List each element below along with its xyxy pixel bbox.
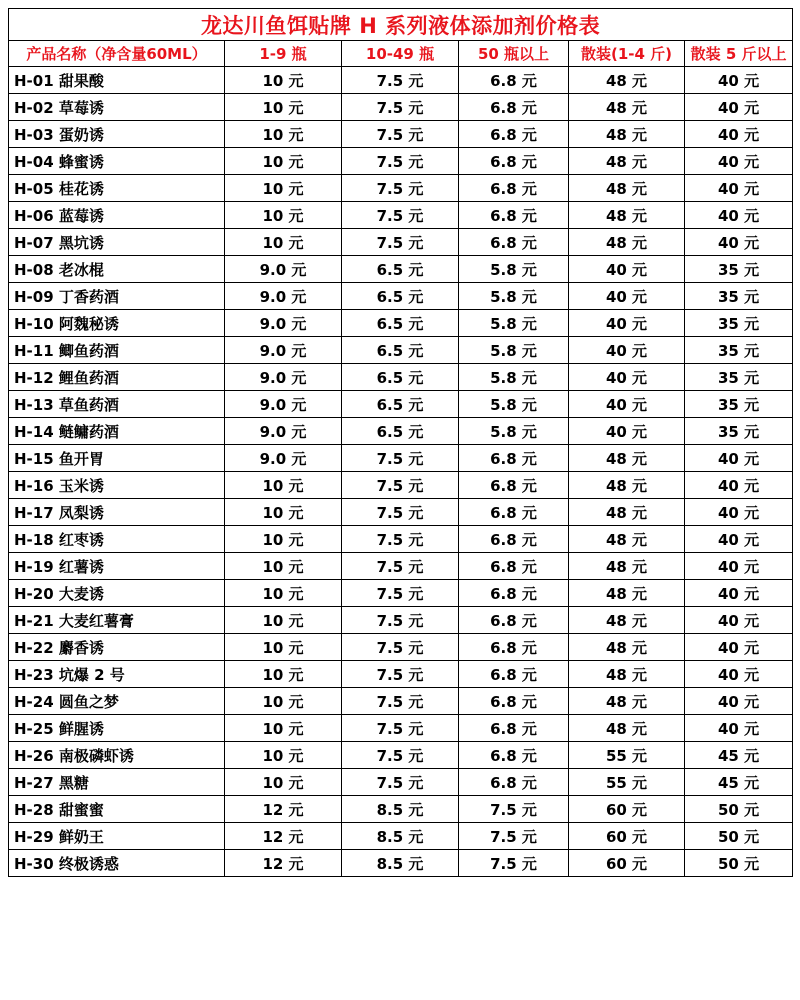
table-row [9, 607, 793, 634]
product-name-cell: H-08 老冰棍 [9, 256, 225, 283]
table-row [9, 229, 793, 256]
price-bulk-5-plus-jin-cell: 40 元 [685, 472, 793, 499]
price-10-49-bottles-cell: 7.5 元 [342, 634, 459, 661]
price-bulk-1-4-jin-cell: 40 元 [569, 256, 685, 283]
table-row [9, 823, 793, 850]
column-header-bulk-5-plus-jin: 散装 5 斤以上 [685, 41, 793, 67]
price-50-plus-bottles-cell: 6.8 元 [459, 202, 569, 229]
product-name-cell: H-14 鲢鳙药酒 [9, 418, 225, 445]
table-row [9, 580, 793, 607]
price-50-plus-bottles-cell: 6.8 元 [459, 472, 569, 499]
price-bulk-5-plus-jin-cell: 35 元 [685, 418, 793, 445]
price-1-9-bottles-cell: 10 元 [225, 742, 342, 769]
product-name-cell: H-19 红薯诱 [9, 553, 225, 580]
price-bulk-1-4-jin-cell: 40 元 [569, 391, 685, 418]
column-header-50-plus-bottles: 50 瓶以上 [459, 41, 569, 67]
price-bulk-5-plus-jin-cell: 40 元 [685, 688, 793, 715]
price-bulk-1-4-jin-cell: 48 元 [569, 148, 685, 175]
price-bulk-1-4-jin-cell: 48 元 [569, 553, 685, 580]
table-row [9, 796, 793, 823]
price-bulk-1-4-jin-cell: 48 元 [569, 121, 685, 148]
price-1-9-bottles-cell: 12 元 [225, 823, 342, 850]
price-bulk-1-4-jin-cell: 40 元 [569, 283, 685, 310]
product-name-cell: H-04 蜂蜜诱 [9, 148, 225, 175]
price-50-plus-bottles-cell: 5.8 元 [459, 310, 569, 337]
column-header-1-9-bottles: 1-9 瓶 [225, 41, 342, 67]
price-50-plus-bottles-cell: 5.8 元 [459, 418, 569, 445]
price-10-49-bottles-cell: 7.5 元 [342, 526, 459, 553]
price-bulk-5-plus-jin-cell: 40 元 [685, 445, 793, 472]
price-50-plus-bottles-cell: 6.8 元 [459, 607, 569, 634]
price-bulk-5-plus-jin-cell: 40 元 [685, 580, 793, 607]
price-bulk-1-4-jin-cell: 48 元 [569, 175, 685, 202]
price-1-9-bottles-cell: 10 元 [225, 580, 342, 607]
product-name-cell: H-01 甜果酸 [9, 67, 225, 94]
price-bulk-1-4-jin-cell: 55 元 [569, 742, 685, 769]
price-1-9-bottles-cell: 10 元 [225, 121, 342, 148]
price-bulk-1-4-jin-cell: 48 元 [569, 580, 685, 607]
product-name-cell: H-12 鲤鱼药酒 [9, 364, 225, 391]
price-10-49-bottles-cell: 7.5 元 [342, 580, 459, 607]
price-1-9-bottles-cell: 9.0 元 [225, 445, 342, 472]
table-row [9, 553, 793, 580]
product-name-cell: H-07 黑坑诱 [9, 229, 225, 256]
price-bulk-1-4-jin-cell: 40 元 [569, 364, 685, 391]
price-bulk-1-4-jin-cell: 60 元 [569, 796, 685, 823]
price-1-9-bottles-cell: 9.0 元 [225, 310, 342, 337]
price-50-plus-bottles-cell: 6.8 元 [459, 229, 569, 256]
price-bulk-5-plus-jin-cell: 40 元 [685, 175, 793, 202]
title-row [9, 9, 793, 41]
price-50-plus-bottles-cell: 6.8 元 [459, 580, 569, 607]
table-row [9, 715, 793, 742]
price-bulk-1-4-jin-cell: 48 元 [569, 202, 685, 229]
price-bulk-1-4-jin-cell: 55 元 [569, 769, 685, 796]
price-bulk-1-4-jin-cell: 48 元 [569, 526, 685, 553]
price-bulk-5-plus-jin-cell: 50 元 [685, 796, 793, 823]
table-row [9, 364, 793, 391]
price-50-plus-bottles-cell: 7.5 元 [459, 823, 569, 850]
column-header-product-name: 产品名称（净含量60ML） [9, 41, 225, 67]
price-10-49-bottles-cell: 6.5 元 [342, 256, 459, 283]
price-1-9-bottles-cell: 10 元 [225, 175, 342, 202]
price-50-plus-bottles-cell: 5.8 元 [459, 337, 569, 364]
price-50-plus-bottles-cell: 6.8 元 [459, 553, 569, 580]
price-bulk-5-plus-jin-cell: 35 元 [685, 256, 793, 283]
price-50-plus-bottles-cell: 5.8 元 [459, 256, 569, 283]
price-50-plus-bottles-cell: 6.8 元 [459, 445, 569, 472]
price-table-body [9, 67, 793, 877]
price-10-49-bottles-cell: 6.5 元 [342, 283, 459, 310]
price-1-9-bottles-cell: 9.0 元 [225, 391, 342, 418]
price-1-9-bottles-cell: 9.0 元 [225, 418, 342, 445]
price-10-49-bottles-cell: 8.5 元 [342, 823, 459, 850]
table-row [9, 202, 793, 229]
price-50-plus-bottles-cell: 6.8 元 [459, 121, 569, 148]
price-1-9-bottles-cell: 10 元 [225, 94, 342, 121]
price-bulk-1-4-jin-cell: 48 元 [569, 607, 685, 634]
price-1-9-bottles-cell: 10 元 [225, 148, 342, 175]
product-name-cell: H-13 草鱼药酒 [9, 391, 225, 418]
price-bulk-1-4-jin-cell: 48 元 [569, 472, 685, 499]
product-name-cell: H-20 大麦诱 [9, 580, 225, 607]
product-name-cell: H-11 鲫鱼药酒 [9, 337, 225, 364]
product-name-cell: H-16 玉米诱 [9, 472, 225, 499]
price-10-49-bottles-cell: 7.5 元 [342, 607, 459, 634]
price-bulk-5-plus-jin-cell: 45 元 [685, 742, 793, 769]
product-name-cell: H-26 南极磷虾诱 [9, 742, 225, 769]
price-bulk-5-plus-jin-cell: 40 元 [685, 526, 793, 553]
price-1-9-bottles-cell: 10 元 [225, 715, 342, 742]
table-row [9, 94, 793, 121]
price-bulk-1-4-jin-cell: 48 元 [569, 94, 685, 121]
price-table [8, 8, 793, 877]
column-header-10-49-bottles: 10-49 瓶 [342, 41, 459, 67]
price-bulk-1-4-jin-cell: 40 元 [569, 418, 685, 445]
price-10-49-bottles-cell: 7.5 元 [342, 499, 459, 526]
price-10-49-bottles-cell: 7.5 元 [342, 472, 459, 499]
price-1-9-bottles-cell: 10 元 [225, 67, 342, 94]
price-bulk-5-plus-jin-cell: 35 元 [685, 391, 793, 418]
price-bulk-5-plus-jin-cell: 35 元 [685, 337, 793, 364]
price-bulk-1-4-jin-cell: 48 元 [569, 499, 685, 526]
price-50-plus-bottles-cell: 7.5 元 [459, 850, 569, 877]
product-name-cell: H-30 终极诱惑 [9, 850, 225, 877]
price-50-plus-bottles-cell: 6.8 元 [459, 688, 569, 715]
price-10-49-bottles-cell: 7.5 元 [342, 202, 459, 229]
price-bulk-5-plus-jin-cell: 40 元 [685, 634, 793, 661]
price-bulk-5-plus-jin-cell: 40 元 [685, 715, 793, 742]
table-row [9, 634, 793, 661]
table-row [9, 337, 793, 364]
table-row [9, 148, 793, 175]
price-bulk-5-plus-jin-cell: 40 元 [685, 67, 793, 94]
product-name-cell: H-25 鲜腥诱 [9, 715, 225, 742]
table-row [9, 256, 793, 283]
price-bulk-5-plus-jin-cell: 40 元 [685, 148, 793, 175]
price-10-49-bottles-cell: 7.5 元 [342, 67, 459, 94]
price-50-plus-bottles-cell: 5.8 元 [459, 364, 569, 391]
price-50-plus-bottles-cell: 6.8 元 [459, 634, 569, 661]
price-bulk-1-4-jin-cell: 48 元 [569, 634, 685, 661]
table-row [9, 499, 793, 526]
price-bulk-1-4-jin-cell: 48 元 [569, 67, 685, 94]
price-bulk-1-4-jin-cell: 48 元 [569, 715, 685, 742]
product-name-cell: H-06 蓝莓诱 [9, 202, 225, 229]
column-header-bulk-1-4-jin: 散装(1-4 斤) [569, 41, 685, 67]
price-bulk-1-4-jin-cell: 40 元 [569, 310, 685, 337]
price-50-plus-bottles-cell: 6.8 元 [459, 148, 569, 175]
price-10-49-bottles-cell: 8.5 元 [342, 796, 459, 823]
price-10-49-bottles-cell: 7.5 元 [342, 121, 459, 148]
table-title: 龙达川鱼饵贴牌 H 系列液体添加剂价格表 [9, 9, 793, 41]
price-10-49-bottles-cell: 7.5 元 [342, 688, 459, 715]
table-row [9, 283, 793, 310]
price-1-9-bottles-cell: 10 元 [225, 769, 342, 796]
price-bulk-5-plus-jin-cell: 40 元 [685, 607, 793, 634]
table-row [9, 418, 793, 445]
price-1-9-bottles-cell: 10 元 [225, 661, 342, 688]
price-bulk-5-plus-jin-cell: 50 元 [685, 823, 793, 850]
price-1-9-bottles-cell: 10 元 [225, 229, 342, 256]
table-row [9, 526, 793, 553]
price-1-9-bottles-cell: 9.0 元 [225, 256, 342, 283]
table-row [9, 661, 793, 688]
price-10-49-bottles-cell: 7.5 元 [342, 445, 459, 472]
product-name-cell: H-22 麝香诱 [9, 634, 225, 661]
price-1-9-bottles-cell: 10 元 [225, 526, 342, 553]
price-50-plus-bottles-cell: 7.5 元 [459, 796, 569, 823]
price-50-plus-bottles-cell: 6.8 元 [459, 661, 569, 688]
price-bulk-5-plus-jin-cell: 35 元 [685, 364, 793, 391]
price-bulk-5-plus-jin-cell: 40 元 [685, 661, 793, 688]
price-10-49-bottles-cell: 7.5 元 [342, 769, 459, 796]
price-50-plus-bottles-cell: 6.8 元 [459, 769, 569, 796]
price-10-49-bottles-cell: 7.5 元 [342, 661, 459, 688]
price-10-49-bottles-cell: 7.5 元 [342, 715, 459, 742]
table-row [9, 67, 793, 94]
price-sheet [8, 8, 792, 877]
price-bulk-5-plus-jin-cell: 40 元 [685, 229, 793, 256]
price-bulk-5-plus-jin-cell: 40 元 [685, 553, 793, 580]
product-name-cell: H-24 圆鱼之梦 [9, 688, 225, 715]
price-1-9-bottles-cell: 10 元 [225, 472, 342, 499]
product-name-cell: H-27 黑糖 [9, 769, 225, 796]
product-name-cell: H-15 鱼开胃 [9, 445, 225, 472]
price-50-plus-bottles-cell: 6.8 元 [459, 526, 569, 553]
price-bulk-1-4-jin-cell: 60 元 [569, 823, 685, 850]
product-name-cell: H-28 甜蜜蜜 [9, 796, 225, 823]
table-row [9, 445, 793, 472]
price-bulk-5-plus-jin-cell: 35 元 [685, 283, 793, 310]
product-name-cell: H-17 凤梨诱 [9, 499, 225, 526]
price-bulk-5-plus-jin-cell: 40 元 [685, 202, 793, 229]
price-10-49-bottles-cell: 6.5 元 [342, 310, 459, 337]
price-1-9-bottles-cell: 12 元 [225, 796, 342, 823]
price-10-49-bottles-cell: 6.5 元 [342, 364, 459, 391]
price-bulk-5-plus-jin-cell: 50 元 [685, 850, 793, 877]
product-name-cell: H-03 蛋奶诱 [9, 121, 225, 148]
price-bulk-5-plus-jin-cell: 40 元 [685, 94, 793, 121]
product-name-cell: H-23 坑爆 2 号 [9, 661, 225, 688]
table-row [9, 850, 793, 877]
price-10-49-bottles-cell: 8.5 元 [342, 850, 459, 877]
product-name-cell: H-09 丁香药酒 [9, 283, 225, 310]
price-50-plus-bottles-cell: 6.8 元 [459, 499, 569, 526]
price-10-49-bottles-cell: 7.5 元 [342, 229, 459, 256]
price-10-49-bottles-cell: 7.5 元 [342, 94, 459, 121]
price-10-49-bottles-cell: 6.5 元 [342, 391, 459, 418]
price-50-plus-bottles-cell: 6.8 元 [459, 715, 569, 742]
price-bulk-1-4-jin-cell: 48 元 [569, 661, 685, 688]
price-bulk-1-4-jin-cell: 40 元 [569, 337, 685, 364]
price-10-49-bottles-cell: 7.5 元 [342, 175, 459, 202]
table-row [9, 472, 793, 499]
table-row [9, 175, 793, 202]
product-name-cell: H-18 红枣诱 [9, 526, 225, 553]
price-bulk-1-4-jin-cell: 48 元 [569, 688, 685, 715]
price-50-plus-bottles-cell: 5.8 元 [459, 391, 569, 418]
price-50-plus-bottles-cell: 6.8 元 [459, 175, 569, 202]
table-row [9, 769, 793, 796]
price-1-9-bottles-cell: 10 元 [225, 553, 342, 580]
price-1-9-bottles-cell: 10 元 [225, 634, 342, 661]
price-1-9-bottles-cell: 10 元 [225, 607, 342, 634]
price-bulk-1-4-jin-cell: 48 元 [569, 229, 685, 256]
price-bulk-5-plus-jin-cell: 35 元 [685, 310, 793, 337]
price-50-plus-bottles-cell: 6.8 元 [459, 94, 569, 121]
price-bulk-5-plus-jin-cell: 40 元 [685, 121, 793, 148]
price-10-49-bottles-cell: 7.5 元 [342, 742, 459, 769]
table-row [9, 391, 793, 418]
price-10-49-bottles-cell: 6.5 元 [342, 418, 459, 445]
price-bulk-1-4-jin-cell: 60 元 [569, 850, 685, 877]
price-1-9-bottles-cell: 9.0 元 [225, 337, 342, 364]
price-bulk-5-plus-jin-cell: 45 元 [685, 769, 793, 796]
price-bulk-1-4-jin-cell: 48 元 [569, 445, 685, 472]
product-name-cell: H-05 桂花诱 [9, 175, 225, 202]
product-name-cell: H-10 阿魏秘诱 [9, 310, 225, 337]
price-10-49-bottles-cell: 7.5 元 [342, 148, 459, 175]
price-1-9-bottles-cell: 10 元 [225, 499, 342, 526]
table-row [9, 121, 793, 148]
price-1-9-bottles-cell: 12 元 [225, 850, 342, 877]
table-row [9, 688, 793, 715]
table-row [9, 742, 793, 769]
product-name-cell: H-29 鲜奶王 [9, 823, 225, 850]
price-bulk-5-plus-jin-cell: 40 元 [685, 499, 793, 526]
header-row [9, 41, 793, 67]
price-10-49-bottles-cell: 6.5 元 [342, 337, 459, 364]
price-1-9-bottles-cell: 9.0 元 [225, 364, 342, 391]
price-50-plus-bottles-cell: 6.8 元 [459, 67, 569, 94]
product-name-cell: H-02 草莓诱 [9, 94, 225, 121]
price-1-9-bottles-cell: 10 元 [225, 688, 342, 715]
price-1-9-bottles-cell: 10 元 [225, 202, 342, 229]
price-1-9-bottles-cell: 9.0 元 [225, 283, 342, 310]
table-row [9, 310, 793, 337]
price-10-49-bottles-cell: 7.5 元 [342, 553, 459, 580]
price-50-plus-bottles-cell: 6.8 元 [459, 742, 569, 769]
price-50-plus-bottles-cell: 5.8 元 [459, 283, 569, 310]
product-name-cell: H-21 大麦红薯膏 [9, 607, 225, 634]
